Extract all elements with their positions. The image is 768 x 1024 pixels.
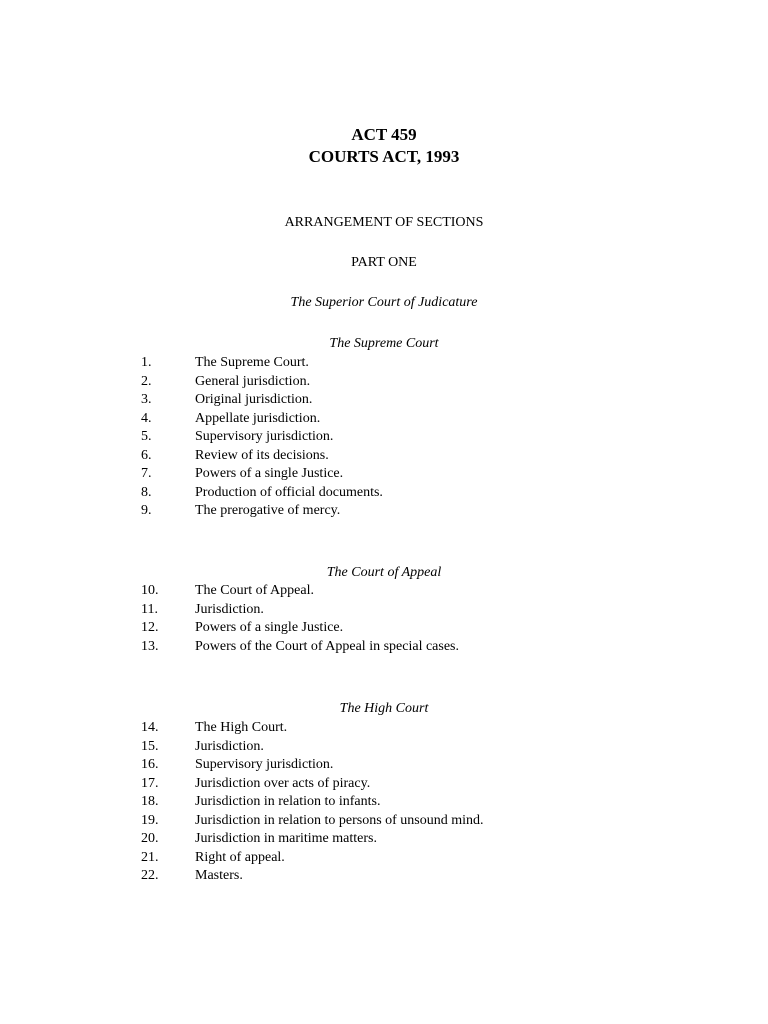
section-number: 12. [141, 620, 159, 635]
list-item [0, 719, 768, 738]
list-item [0, 391, 768, 410]
act-title: COURTS ACT, 1993 [308, 147, 460, 166]
list-item [0, 502, 768, 521]
list-item [0, 793, 768, 812]
section-number: 10. [141, 583, 159, 598]
list-item [0, 619, 768, 638]
section-title: Right of appeal. [195, 849, 285, 865]
section-title: Jurisdiction. [195, 601, 264, 617]
arrangement-heading: ARRANGEMENT OF SECTIONS [284, 215, 484, 230]
list-item [0, 447, 768, 466]
high-court-list [0, 719, 768, 886]
list-item [0, 354, 768, 373]
list-item [0, 410, 768, 429]
section-number: 5. [141, 429, 152, 444]
section-number: 1. [141, 355, 152, 370]
section-title: Jurisdiction. [195, 738, 264, 754]
section-title: Supervisory jurisdiction. [195, 757, 334, 772]
act-number: ACT 459 [351, 125, 417, 144]
section-title: Powers of a single Justice. [195, 466, 344, 481]
section-title: Jurisdiction over acts of piracy. [195, 775, 371, 791]
section-number: 18. [141, 794, 159, 809]
section-number: 15. [141, 738, 159, 754]
list-item [0, 849, 768, 868]
section-title: The High Court. [195, 720, 288, 735]
supreme-court-list [0, 354, 768, 521]
section-title: The prerogative of mercy. [195, 503, 341, 518]
list-item [0, 812, 768, 831]
section-number: 7. [141, 466, 152, 481]
list-item [0, 775, 768, 794]
section-heading-high-court: The High Court [339, 701, 429, 716]
list-item [0, 601, 768, 620]
section-title: Jurisdiction in relation to infants. [195, 794, 381, 809]
section-heading-supreme-court: The Supreme Court [329, 336, 439, 351]
section-title: The Court of Appeal. [195, 583, 314, 598]
section-number: 22. [141, 868, 159, 883]
section-title: Supervisory jurisdiction. [195, 429, 334, 444]
list-item [0, 638, 768, 657]
section-title: The Supreme Court. [195, 355, 309, 370]
section-number: 21. [141, 849, 159, 865]
list-item [0, 756, 768, 775]
section-number: 13. [141, 638, 159, 654]
list-item [0, 738, 768, 757]
section-number: 4. [141, 410, 152, 426]
section-number: 20. [141, 831, 159, 846]
list-item [0, 830, 768, 849]
section-title: Powers of the Court of Appeal in special cases. [195, 638, 459, 654]
section-title: Jurisdiction in relation to persons of unsound mind. [195, 812, 484, 828]
section-number: 17. [141, 775, 159, 791]
section-number: 19. [141, 812, 159, 828]
list-item [0, 373, 768, 392]
section-number: 14. [141, 720, 159, 735]
section-number: 11. [141, 601, 158, 617]
part-heading: PART ONE [351, 255, 417, 270]
section-title: Masters. [195, 868, 243, 883]
list-item [0, 484, 768, 503]
list-item [0, 428, 768, 447]
list-item [0, 867, 768, 886]
section-number: 8. [141, 484, 152, 500]
section-number: 6. [141, 447, 152, 463]
section-number: 16. [141, 757, 159, 772]
part-subtitle: The Superior Court of Judicature [290, 295, 478, 310]
section-title: Jurisdiction in maritime matters. [195, 831, 377, 846]
list-item [0, 465, 768, 484]
section-title: General jurisdiction. [195, 373, 311, 389]
section-title: Appellate jurisdiction. [195, 410, 321, 426]
section-number: 9. [141, 503, 152, 518]
section-title: Production of official documents. [195, 484, 383, 500]
section-title: Review of its decisions. [195, 447, 329, 463]
section-title: Original jurisdiction. [195, 392, 313, 407]
section-title: Powers of a single Justice. [195, 620, 344, 635]
section-heading-court-of-appeal: The Court of Appeal [326, 565, 442, 580]
section-number: 2. [141, 373, 152, 389]
list-item [0, 582, 768, 601]
court-of-appeal-list [0, 582, 768, 656]
section-number: 3. [141, 392, 152, 407]
